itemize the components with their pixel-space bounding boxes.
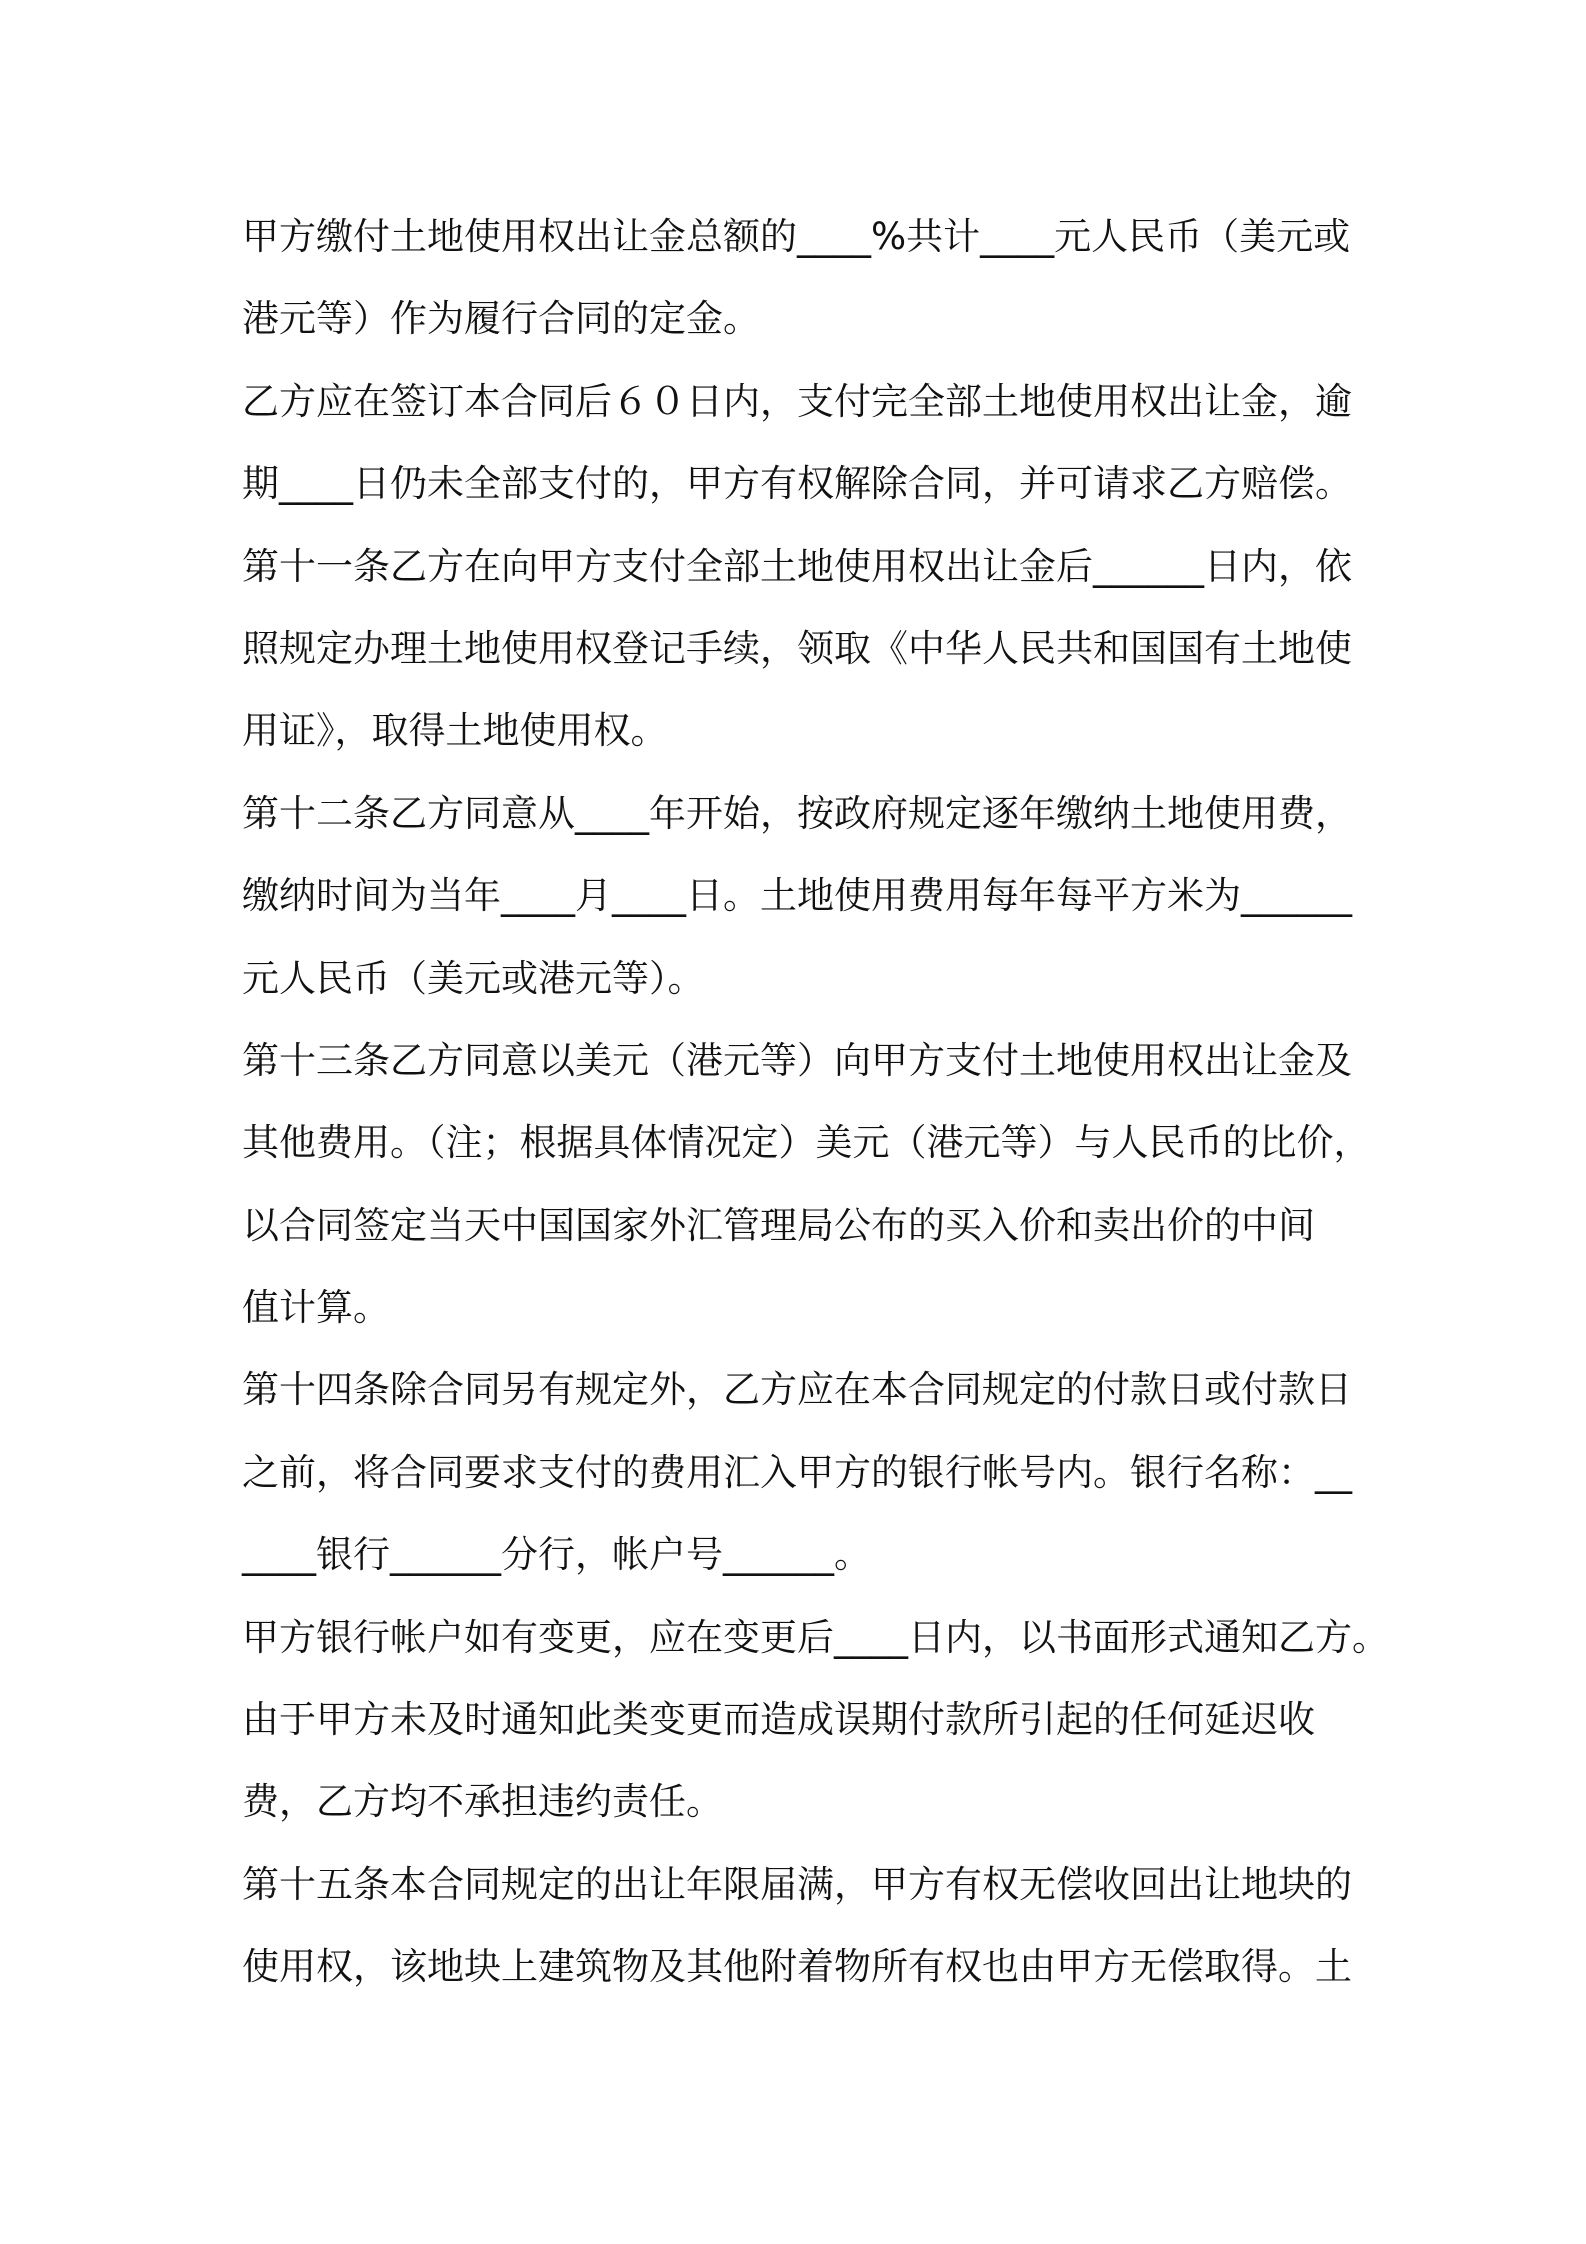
text-line: 用证》，取得土地使用权。 <box>242 709 668 753</box>
text-line: 港元等）作为履行合同的定金。 <box>242 297 760 341</box>
text-line: 甲方缴付土地使用权出让金总额的____%共计____元人民币（美元或 <box>242 215 1351 258</box>
text-line: 第十三条乙方同意以美元（港元等）向甲方支付土地使用权出让金及 <box>242 1038 1352 1082</box>
text-line: 由于甲方未及时通知此类变更而造成误期付款所引起的任何延迟收 <box>242 1698 1315 1742</box>
text-line: 元人民币（美元或港元等）。 <box>242 956 705 1000</box>
text-line: 第十二条乙方同意从____年开始，按政府规定逐年缴纳土地使用费， <box>242 791 1352 835</box>
text-line: 值计算。 <box>242 1286 390 1330</box>
text-line: 第十四条除合同另有规定外，乙方应在本合同规定的付款日或付款日 <box>242 1368 1352 1412</box>
text-line: 费，乙方均不承担违约责任。 <box>242 1780 723 1824</box>
text-line: 使用权，该地块上建筑物及其他附着物所有权也由甲方无偿取得。土 <box>242 1945 1352 1989</box>
text-line: 甲方银行帐户如有变更，应在变更后____日内，以书面形式通知乙方。 <box>242 1615 1389 1659</box>
text-line: 期____日仍未全部支付的，甲方有权解除合同，并可请求乙方赔偿。 <box>242 462 1352 506</box>
text-line: 照规定办理土地使用权登记手续，领取《中华人民共和国国有土地使 <box>242 626 1352 670</box>
text-line: 其他费用。（注；根据具体情况定）美元（港元等）与人民币的比价， <box>242 1121 1371 1165</box>
contract-text-body <box>242 196 1389 2009</box>
text-line: 乙方应在签订本合同后６０日内，支付完全部土地使用权出让金，逾 <box>242 379 1352 423</box>
text-line: 以合同签定当天中国国家外汇管理局公布的买入价和卖出价的中间 <box>242 1203 1315 1247</box>
text-line: 之前，将合同要求支付的费用汇入甲方的银行帐号内。银行名称：__ <box>242 1450 1352 1494</box>
text-line: ____银行______分行，帐户号______。 <box>242 1533 871 1577</box>
text-line: 第十一条乙方在向甲方支付全部土地使用权出让金后______日内，依 <box>242 544 1352 588</box>
text-line: 第十五条本合同规定的出让年限届满，甲方有权无偿收回出让地块的 <box>242 1862 1352 1906</box>
text-line: 缴纳时间为当年____月____日。土地使用费用每年每平方米为______ <box>242 874 1352 918</box>
